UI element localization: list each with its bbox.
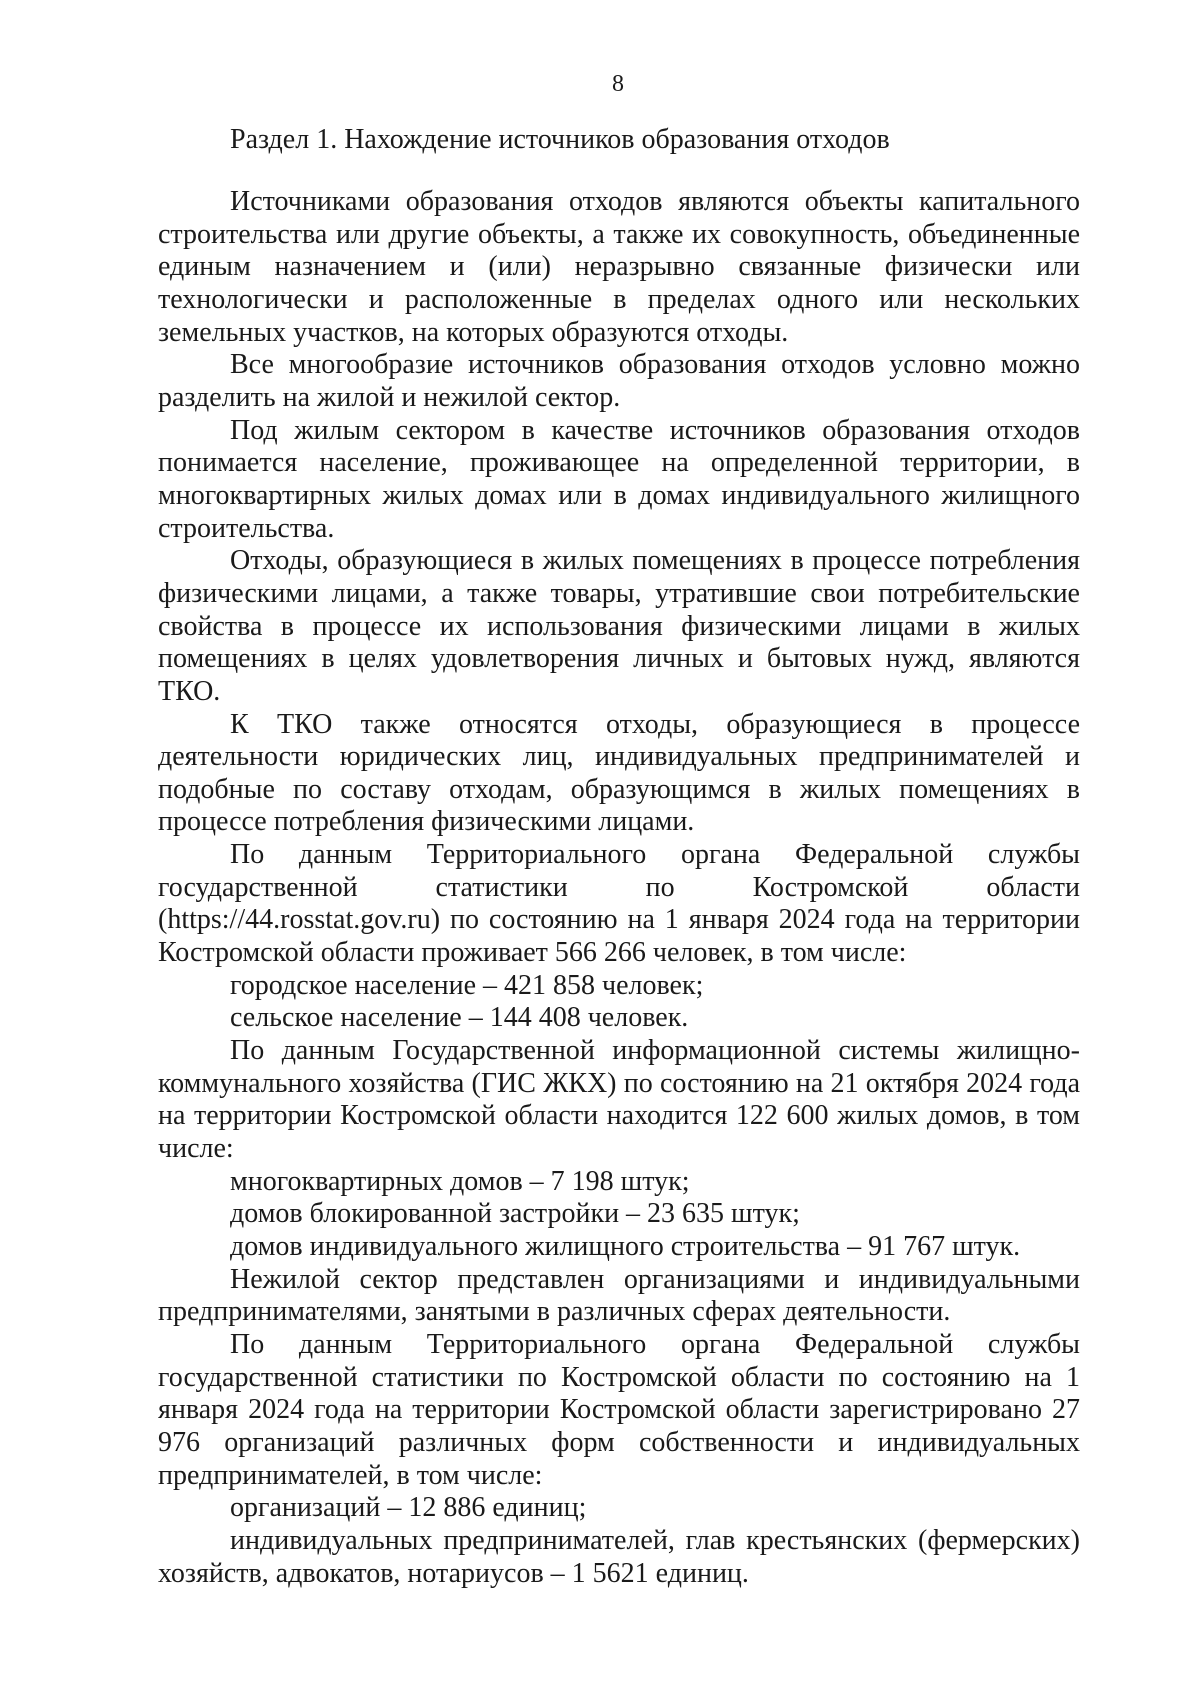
paragraph-housing-statistics: По данным Государственной информационной системы жилищно-коммунального хозяйства (ГИС ЖКХ) по состоянию на 21 октября 2024 года на территории Костромской области находится 122 600 жилых домов, в том числе: [158,1035,1080,1165]
paragraph-tko-legal-entities: К ТКО также относятся отходы, образующиеся в процессе деятельности юридических лиц, индивидуальных предпринимателей и подобные по составу отходам, образующимся в жилых помещениях в процессе потребления физическими лицами. [158,708,1080,838]
section-title: Раздел 1. Нахождение источников образования отходов [230,124,890,155]
paragraph-household-waste: Отходы, образующиеся в жилых помещениях в процессе потребления физическими лицами, а также товары, утратившие свои потребительские свойства в процессе их использования физическими лицами в жилых помещениях в целях удовлетворения личных и бытовых нужд, являются ТКО. [158,545,1080,707]
list-item-entrepreneurs: индивидуальных предпринимателей, глав крестьянских (фермерских) хозяйств, адвокатов, нотариусов – 1 5621 единиц. [158,1524,1080,1589]
paragraph-non-residential-sector: Нежилой сектор представлен организациями и индивидуальными предпринимателями, занятыми в различных сферах деятельности. [158,1263,1080,1328]
list-item-individual-houses: домов индивидуального жилищного строительства – 91 767 штук. [230,1231,1021,1262]
paragraph-waste-sources-definition: Источниками образования отходов являются объекты капитального строительства или другие объекты, а также их совокупность, объединенные единым назначением и (или) неразрывно связанные физически или технологически и расположенные в пределах одного или нескольких земельных участков, на которых образуются отходы. [158,186,1080,348]
paragraph-population-statistics: По данным Территориального органа Федеральной службы государственной статистики по Костромской области (https://44.rosstat.gov.ru) по состоянию на 1 января 2024 года на территории Костромской области проживает 566 266 человек, в том числе: [158,839,1080,969]
paragraph-organizations-statistics: По данным Территориального органа Федеральной службы государственной статистики по Костромской области по состоянию на 1 января 2024 года на территории Костромской области зарегистрировано 27 976 организаций различных форм собственности и индивидуальных предпринимателей, в том числе: [158,1328,1080,1491]
list-item-organizations: организаций – 12 886 единиц; [230,1492,587,1524]
list-item-apartment-buildings: многоквартирных домов – 7 198 штук; [230,1165,690,1197]
page-number: 8 [612,71,624,97]
list-item-blocked-houses: домов блокированной застройки – 23 635 штук; [230,1198,800,1230]
list-item-urban-population: городское население – 421 858 человек; [230,969,704,1001]
list-item-rural-population: сельское население – 144 408 человек. [230,1002,689,1034]
paragraph-sector-division: Все многообразие источников образования отходов условно можно разделить на жилой и нежилой сектор. [158,349,1080,413]
paragraph-residential-sector: Под жилым сектором в качестве источников образования отходов понимается население, проживающее на определенной территории, в многоквартирных жилых домах или в домах индивидуального жилищного строительства. [158,414,1080,544]
document-body [158,186,1080,1590]
